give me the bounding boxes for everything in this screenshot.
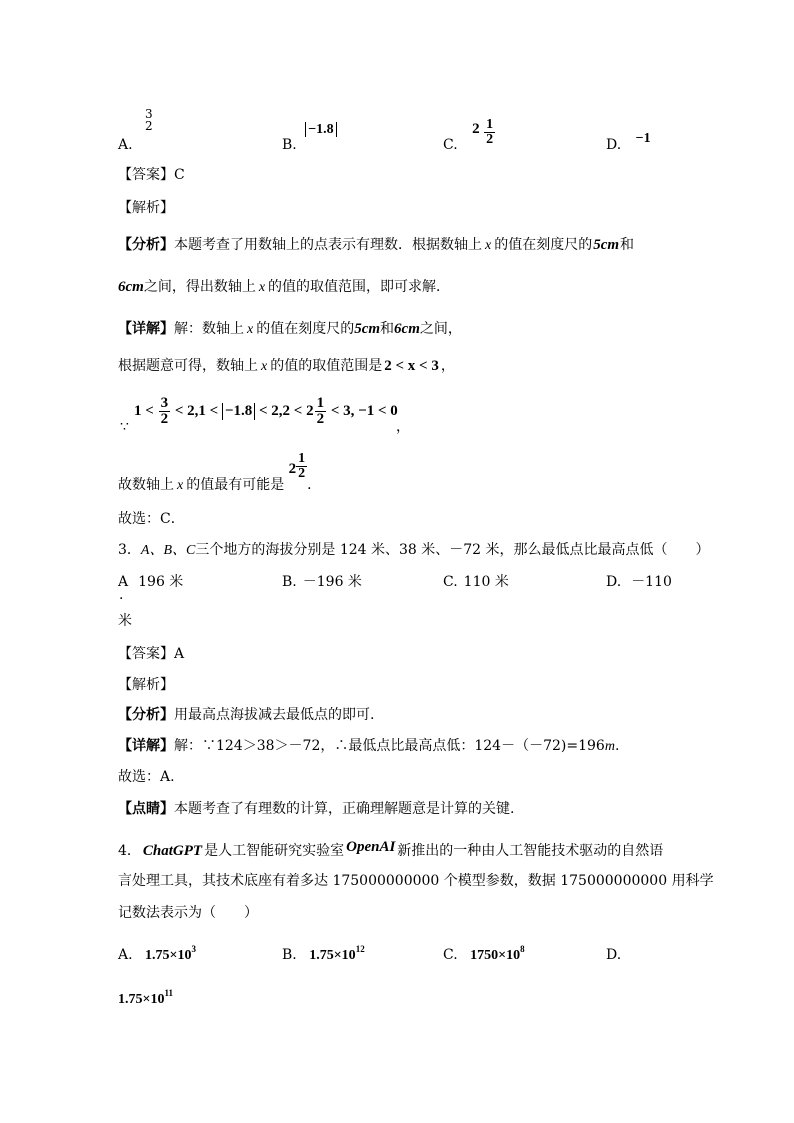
section-tag: 【详解】 <box>118 321 174 337</box>
fraction <box>159 396 171 427</box>
text-run: 本题考查了有理数的计算，正确理解题意是计算的关键. <box>174 801 515 817</box>
mixed-number-whole: 2 <box>472 121 480 137</box>
text-run: 的值在刻度尺的 <box>494 237 593 253</box>
q4-option-d-value <box>118 984 173 1009</box>
option-value: －110 <box>631 574 672 590</box>
variable-x: x <box>247 322 254 337</box>
fraction-denominator: 2 <box>486 132 494 147</box>
option-label: A. <box>118 137 133 153</box>
math-6cm: 6cm <box>394 321 420 337</box>
text-run: ． <box>307 477 322 493</box>
question-number: 3． <box>118 542 141 558</box>
q4-stem-line-2: 言处理工具，其技术底座有着多达 175000000000 个模型参数，数据 175000000000 用科学 <box>118 873 714 889</box>
text-run: 12 <box>355 944 365 954</box>
text-run: 三个地方的海拔分别是 124 米、38 米、－72 米，那么最低点比最高点低（ ） <box>195 542 710 558</box>
q3-detail <box>118 737 619 756</box>
option-label: D. <box>606 574 622 590</box>
because-symbol: ∵ <box>120 419 129 435</box>
fraction <box>143 108 155 132</box>
math-6cm: 6cm <box>118 279 144 295</box>
text-run: 用最高点海拔减去最低点的即可. <box>174 707 375 723</box>
analysis-line-2 <box>118 278 450 297</box>
abs-value-expression: −1.8 <box>222 403 255 420</box>
option-label: B. <box>282 137 297 153</box>
q3-option-b <box>282 573 362 591</box>
text-run: 解：数轴上 <box>174 321 244 337</box>
option-label: A. <box>118 947 133 963</box>
text-run: 的值的取值范围是 <box>270 358 383 374</box>
option-d-unit: 米 <box>118 613 132 629</box>
variable-x: x <box>261 359 268 374</box>
fraction-numerator: 1 <box>298 451 306 466</box>
option-value: 110 米 <box>463 574 509 590</box>
section-tag: 【详解】 <box>118 738 174 754</box>
text-run: ， <box>440 358 455 374</box>
option-value: −1 <box>635 131 651 146</box>
text-run: 11 <box>164 988 173 998</box>
question-number: 4． <box>118 843 141 859</box>
q4-option-d-label: D. <box>606 947 622 963</box>
option-label: B. <box>282 574 297 590</box>
text-run: 1 < <box>134 403 154 419</box>
q4-stem-line-3: 记数法表示为（ ） <box>118 905 258 921</box>
math-5cm: 5cm <box>593 237 620 253</box>
q3-dianjing <box>118 800 514 818</box>
fraction-denominator: 2 <box>160 411 169 427</box>
text-run: < 2,2 < 2 <box>258 403 314 419</box>
section-tag: 【分析】 <box>118 707 174 723</box>
analysis-heading: 【解析】 <box>118 677 174 693</box>
text-run: 8 <box>520 944 525 954</box>
option-label: A <box>118 574 129 590</box>
abs-value-expression: −1.8 <box>305 122 336 137</box>
fraction-denominator: 2 <box>316 411 325 427</box>
fraction-denominator: 2 <box>145 119 153 133</box>
text-run: 新推出的一种由人工智能技术驱动的自然语 <box>397 843 664 859</box>
section-tag: 【点睛】 <box>118 801 174 817</box>
text-run: 1.75×10 <box>145 948 192 963</box>
q4-stem-line-1 <box>118 838 663 860</box>
q3-option-a <box>118 573 183 591</box>
text-run: 1750×10 <box>470 948 521 963</box>
text-run: 和 <box>380 321 395 337</box>
text-run: < 2,1 < <box>174 403 219 419</box>
text-run: < 3, −1 < 0 <box>330 403 398 419</box>
analysis-line-1 <box>118 236 634 255</box>
text-run: 的值最有可能是 <box>186 477 285 493</box>
variable-x: x <box>485 238 492 253</box>
q2-option-a <box>118 108 155 154</box>
option-value <box>145 944 196 963</box>
text-run: 之间，得出数轴上 <box>143 279 256 295</box>
option-a-dot: . <box>119 587 124 603</box>
option-label: C. <box>443 137 458 153</box>
q4-option-b <box>282 940 365 965</box>
text-run: 本题考查了用数轴上的点表示有理数．根据数轴上 <box>174 237 482 253</box>
text-run: m <box>604 739 615 754</box>
text-run: 的值在刻度尺的 <box>256 321 355 337</box>
text-run: 之间， <box>419 321 462 337</box>
text-run: A、B、C <box>140 543 196 558</box>
text-run: 解：∵124＞38＞－72，∴最低点比最高点低：124－（－72)=196 <box>174 738 605 754</box>
math-openai: OpenAI <box>346 839 396 855</box>
fraction-numerator: 3 <box>160 395 169 411</box>
answer-line: 【答案】A <box>118 646 185 662</box>
choose-line: 故选：C． <box>118 511 185 527</box>
option-value <box>470 944 525 963</box>
text-run: 的值的取值范围，即可求解． <box>268 279 451 295</box>
variable-x: x <box>258 280 266 295</box>
variable-x: x <box>177 478 184 493</box>
option-label: C. <box>443 947 458 963</box>
q2-option-c <box>443 118 495 154</box>
mixed-number-whole: 2 <box>288 461 297 477</box>
text-run: 是人工智能研究实验室 <box>204 843 345 859</box>
text-run: 1.75×10 <box>309 948 356 963</box>
q3-fenxi <box>118 706 374 724</box>
option-value <box>309 944 365 963</box>
fraction-numerator: 1 <box>316 395 325 411</box>
analysis-heading: 【解析】 <box>118 200 174 216</box>
fraction-numerator: 1 <box>486 117 494 132</box>
option-label: D. <box>606 137 622 153</box>
text-run: ， <box>396 419 410 435</box>
text-run: 和 <box>620 237 635 253</box>
fraction <box>484 118 495 147</box>
fraction-denominator: 2 <box>298 466 306 481</box>
q4-option-a <box>118 940 196 965</box>
fraction-numerator: 3 <box>145 107 153 121</box>
q3-option-d <box>606 573 672 591</box>
option-label: B. <box>282 947 297 963</box>
math-chatgpt: ChatGPT <box>142 843 203 859</box>
option-value: 196 米 <box>138 574 184 590</box>
fraction <box>296 452 307 481</box>
q2-option-b <box>282 122 337 154</box>
detail-line-2 <box>118 357 455 376</box>
option-value: －196 米 <box>302 574 362 590</box>
answer-line: 【答案】C <box>118 167 185 183</box>
q3-stem <box>118 541 710 560</box>
choose-line: 故选：A. <box>118 769 175 785</box>
q3-option-c <box>443 573 509 591</box>
text-run: . <box>614 738 620 754</box>
inequality: 2 < x < 3 <box>384 358 439 374</box>
detail-line-1 <box>118 320 462 339</box>
text-run: 根据题意可得，数轴上 <box>118 358 258 374</box>
section-tag: 【分析】 <box>118 237 174 253</box>
option-label: C. <box>443 574 458 590</box>
math-5cm: 5cm <box>354 321 381 337</box>
text-run: 故数轴上 <box>118 477 174 493</box>
text-run: 1.75×10 <box>118 992 165 1007</box>
fraction <box>315 396 327 427</box>
q4-option-c <box>443 940 525 965</box>
detail-line-4 <box>118 452 321 495</box>
q2-option-d <box>606 130 651 154</box>
text-run: 3 <box>191 944 196 954</box>
